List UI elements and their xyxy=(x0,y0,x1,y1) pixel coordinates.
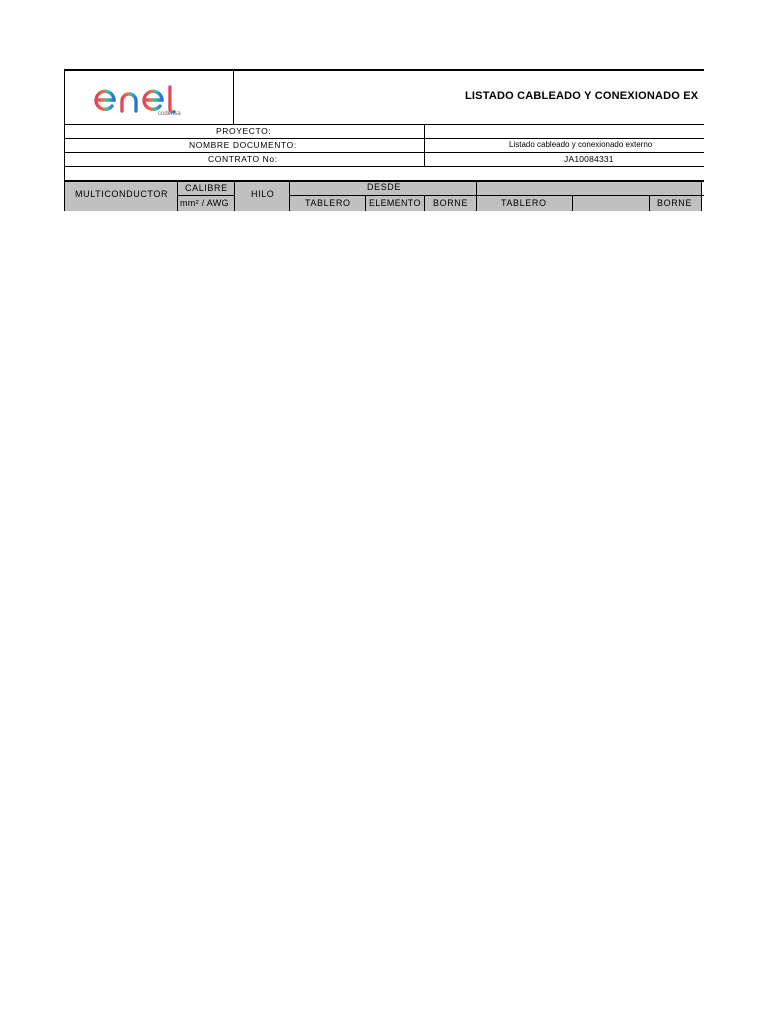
enel-logo xyxy=(92,81,192,121)
calibre-mid xyxy=(177,195,234,196)
col-desde: DESDE xyxy=(367,182,402,192)
nombre-documento-value: Listado cableado y conexionado externo xyxy=(509,140,653,149)
col-desde-borne: BORNE xyxy=(433,198,469,208)
spreadsheet-sheet xyxy=(64,69,704,211)
row-proyecto-bottom xyxy=(64,138,704,139)
col-calibre-unit: mm² / AWG xyxy=(180,198,229,208)
v-desde-elemento xyxy=(424,196,425,211)
v-calibre xyxy=(234,181,235,211)
v-desde-end xyxy=(476,181,477,211)
contrato-label: CONTRATO No: xyxy=(208,154,278,164)
v-multiconductor xyxy=(177,181,178,211)
v-hasta-elemento xyxy=(649,196,650,211)
col-desde-elemento: ELEMENTO xyxy=(369,198,421,208)
row-contrato-bottom xyxy=(64,166,704,167)
logo-divider xyxy=(233,69,234,124)
col-desde-tablero: TABLERO xyxy=(305,198,351,208)
contrato-value: JA10084331 xyxy=(564,154,614,164)
col-calibre: CALIBRE xyxy=(185,183,228,193)
border-top xyxy=(64,69,704,71)
v-desde-tablero xyxy=(365,196,366,211)
v-hilo xyxy=(289,181,290,211)
col-multiconductor: MULTICONDUCTOR xyxy=(75,189,169,199)
nombre-documento-label: NOMBRE DOCUMENTO: xyxy=(189,140,297,150)
border-left xyxy=(64,69,65,211)
title-bottom-line xyxy=(64,124,704,125)
proyecto-label: PROYECTO: xyxy=(216,126,272,136)
row-nombre-bottom xyxy=(64,152,704,153)
logo-subtext: codensa xyxy=(158,111,181,117)
info-divider xyxy=(424,124,425,167)
v-right xyxy=(701,181,702,211)
col-hasta-tablero: TABLERO xyxy=(501,198,547,208)
table-header-mid xyxy=(289,195,704,196)
col-hilo: HILO xyxy=(251,189,275,199)
col-hasta-borne: BORNE xyxy=(657,198,693,208)
document-title: LISTADO CABLEADO Y CONEXIONADO EX xyxy=(465,90,699,102)
v-hasta-tablero xyxy=(572,196,573,211)
